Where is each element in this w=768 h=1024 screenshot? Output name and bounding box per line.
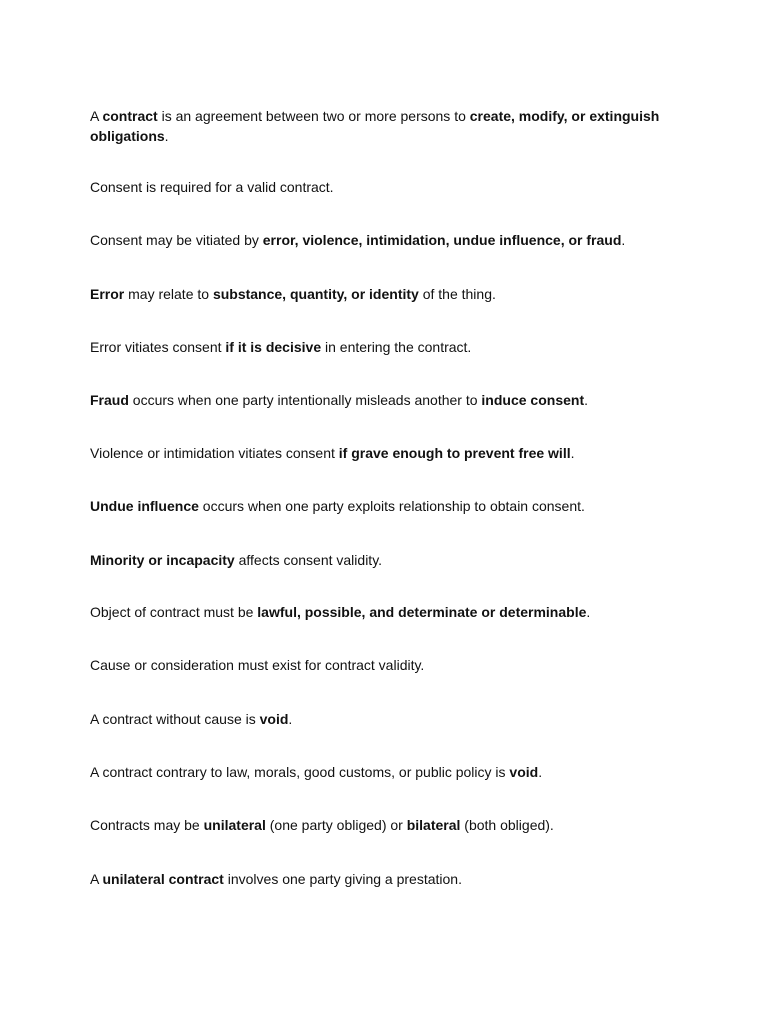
paragraph-cause-consideration [90, 655, 675, 675]
text-segment: . [288, 711, 293, 727]
paragraph-contract-without-cause [90, 709, 675, 729]
bold-term: create, modify, or extinguish obligations [90, 108, 660, 144]
paragraph-unilateral-bilateral [90, 815, 675, 835]
paragraph-minority-incapacity [90, 550, 675, 570]
paragraph-object-of-contract [90, 602, 675, 622]
paragraph-violence-intimidation [90, 443, 675, 463]
text-segment: Violence or intimidation vitiates consent [90, 445, 339, 461]
bold-term: Error [90, 286, 125, 302]
bold-term: unilateral contract [102, 871, 224, 887]
bold-term: contract [102, 108, 158, 124]
paragraph-error-vitiates [90, 337, 675, 357]
bold-term: substance, quantity, or identity [212, 286, 419, 302]
text-segment: (both obliged). [460, 817, 554, 833]
paragraph-unilateral-contract [90, 869, 675, 889]
paragraph-error-relates [90, 284, 675, 304]
bold-term: if grave enough to prevent free will [338, 445, 571, 461]
paragraph-contract-contrary-to-law [90, 762, 675, 782]
paragraph-consent-vitiated [90, 230, 675, 250]
paragraph-fraud [90, 390, 675, 410]
bold-term: error, violence, intimidation, undue influence, or fraud [262, 232, 622, 248]
text-segment: A contract contrary to law, morals, good customs, or public policy is [90, 764, 510, 780]
text-segment: may relate to [124, 286, 213, 302]
text-segment: Consent is required for a valid contract. [90, 179, 334, 195]
bold-term: Fraud [90, 392, 129, 408]
text-segment: . [586, 604, 591, 620]
bold-term: if it is decisive [225, 339, 322, 355]
text-segment: . [584, 392, 588, 408]
text-segment: Cause or consideration must exist for contract validity. [90, 657, 425, 673]
text-segment: of the thing. [418, 286, 496, 302]
text-segment: in entering the contract. [321, 339, 472, 355]
paragraph-consent-required [90, 177, 675, 197]
text-segment: A contract without cause is [90, 711, 260, 727]
bold-term: Undue influence [90, 498, 199, 514]
text-segment: Consent may be vitiated by [90, 232, 263, 248]
text-segment: A [90, 871, 103, 887]
paragraph-undue-influence [90, 496, 675, 516]
document-body [90, 106, 675, 889]
text-segment: is an agreement between two or more persons to [157, 108, 470, 124]
text-segment: occurs when one party intentionally misleads another to [128, 392, 482, 408]
text-segment: affects consent validity. [234, 552, 383, 568]
text-segment: . [621, 232, 626, 248]
text-segment: A [90, 108, 103, 124]
bold-term: Minority or incapacity [90, 552, 235, 568]
text-segment: involves one party giving a prestation. [223, 871, 462, 887]
bold-term: unilateral [203, 817, 266, 833]
paragraph-contract-definition [90, 106, 675, 146]
text-segment: Object of contract must be [90, 604, 258, 620]
text-segment: . [538, 764, 543, 780]
bold-term: bilateral [406, 817, 461, 833]
text-segment: . [570, 445, 575, 461]
bold-term: induce consent [481, 392, 585, 408]
text-segment: Error vitiates consent [90, 339, 226, 355]
bold-term: void [259, 711, 289, 727]
bold-term: void [509, 764, 539, 780]
text-segment: Contracts may be [90, 817, 204, 833]
text-segment: occurs when one party exploits relationship to obtain consent. [198, 498, 585, 514]
bold-term: lawful, possible, and determinate or determinable [257, 604, 587, 620]
text-segment: . [164, 128, 169, 144]
text-segment: (one party obliged) or [265, 817, 407, 833]
